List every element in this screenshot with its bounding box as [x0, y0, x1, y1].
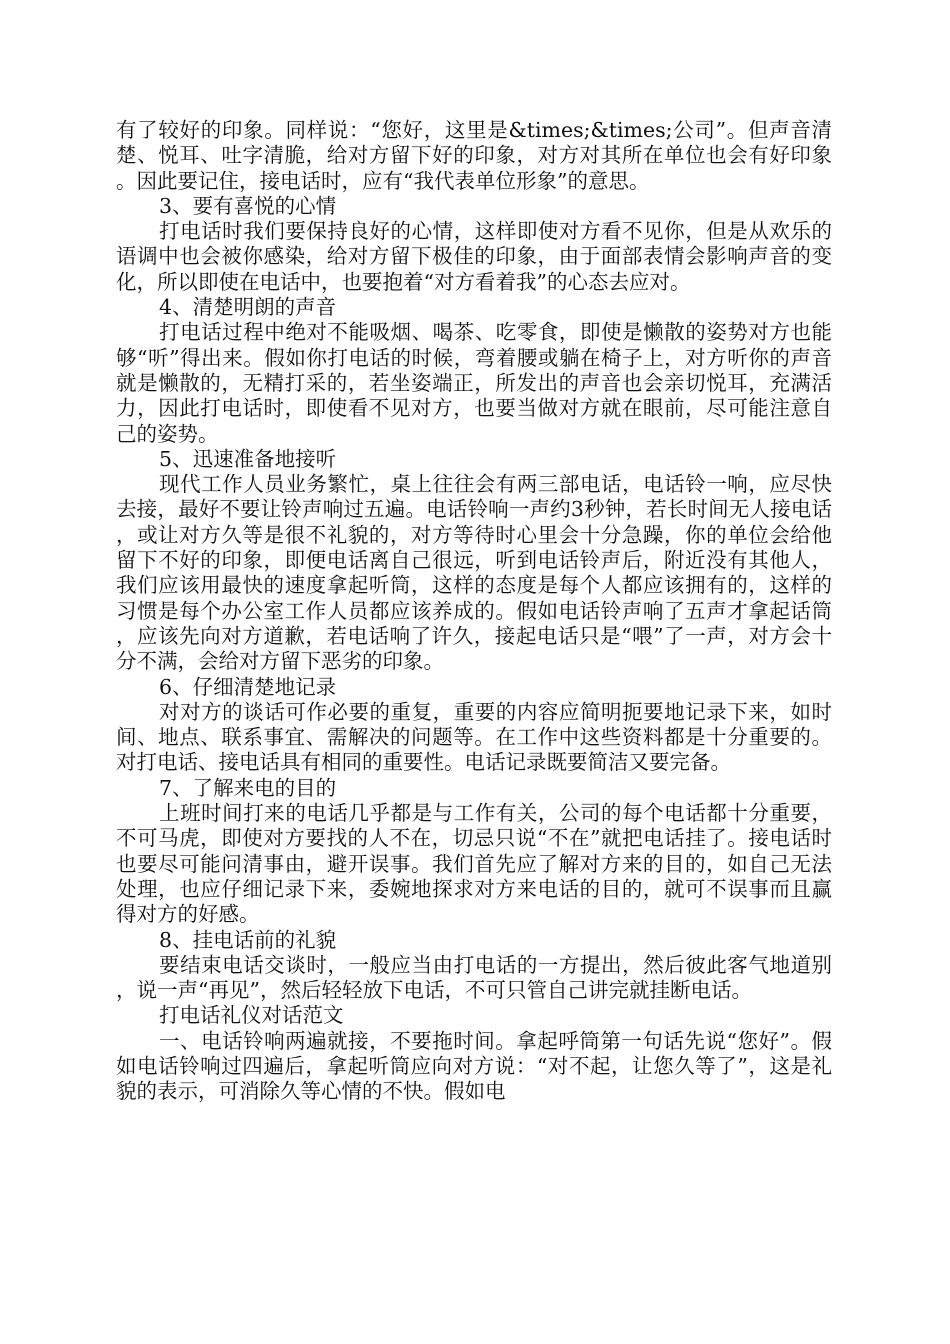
paragraph: 现代工作人员业务繁忙，桌上往往会有两三部电话，电话铃一响，应尽快去接，最好不要让铃声响过五遍。电话铃响一声约3秒钟，若长时间无人接电话，或让对方久等是很不礼貌的，对方等待时心里会十分急躁，你的单位会给他留下不好的印象，即便电话离自己很远，听到电话铃声后，附近没有其他人，我们应该用最快的速度拿起听筒，这样的态度是每个人都应该拥有的，这样的习惯是每个办公室工作人员都应该养成的。假如电话铃声响了五声才拿起话筒，应该先向对方道歉，若电话响了许久，接起电话只是“喂”了一声，对方会十分不满，会给对方留下恶劣的印象。: [116, 472, 832, 674]
paragraph: 打电话过程中绝对不能吸烟、喝茶、吃零食，即使是懒散的姿势对方也能够“听”得出来。假如你打电话的时候，弯着腰或躺在椅子上，对方听你的声音就是懒散的，无精打采的，若坐姿端正，所发出的声音也会亲切悦耳，充满活力，因此打电话时，即使看不见对方，也要当做对方就在眼前，尽可能注意自己的姿势。: [116, 320, 832, 446]
paragraph: 对对方的谈话可作必要的重复，重要的内容应简明扼要地记录下来，如时间、地点、联系事宜、需解决的问题等。在工作中这些资料都是十分重要的。对打电话、接电话具有相同的重要性。电话记录既要简洁又要完备。: [116, 699, 832, 775]
paragraph: 一、电话铃响两遍就接，不要拖时间。拿起呼筒第一句话先说“您好”。假如电话铃响过四遍后，拿起听筒应向对方说：“对不起，让您久等了”，这是礼貌的表示，可消除久等心情的不快。假如电: [116, 1028, 832, 1104]
section-heading: 7、了解来电的目的: [159, 775, 337, 800]
section-heading: 6、仔细清楚地记录: [159, 674, 337, 699]
paragraph: 要结束电话交谈时，一般应当由打电话的一方提出，然后彼此客气地道别，说一声“再见”，然后轻轻放下电话，不可只管自己讲完就挂断电话。: [116, 952, 832, 1003]
section-heading: 8、挂电话前的礼貌: [159, 927, 337, 952]
section-heading: 3、要有喜悦的心情: [159, 193, 337, 218]
section-heading: 4、清楚明朗的声音: [159, 295, 337, 320]
paragraph: 上班时间打来的电话几乎都是与工作有关，公司的每个电话都十分重要，不可马虎，即使对方要找的人不在，切忌只说“不在”就把电话挂了。接电话时也要尽可能问清事由，避开误事。我们首先应了解对方来的目的，如自己无法处理，也应仔细记录下来，委婉地探求对方来电话的目的，就可不误事而且赢得对方的好感。: [116, 801, 832, 927]
section-heading: 5、迅速准备地接听: [159, 446, 337, 471]
paragraph: 打电话时我们要保持良好的心情，这样即使对方看不见你，但是从欢乐的语调中也会被你感染，给对方留下极佳的印象，由于面部表情会影响声音的变化，所以即使在电话中，也要抱着“对方看着我”的心态去应对。: [116, 219, 832, 294]
document-body: [116, 118, 832, 1105]
section-heading: 打电话礼仪对话范文: [159, 1003, 344, 1028]
paragraph: 有了较好的印象。同样说：“您好，这里是&times;&times;公司”。但声音清楚、悦耳、吐字清脆，给对方留下好的印象，对方对其所在单位也会有好印象。因此要记住，接电话时，应有“我代表单位形象”的意思。: [116, 118, 832, 193]
